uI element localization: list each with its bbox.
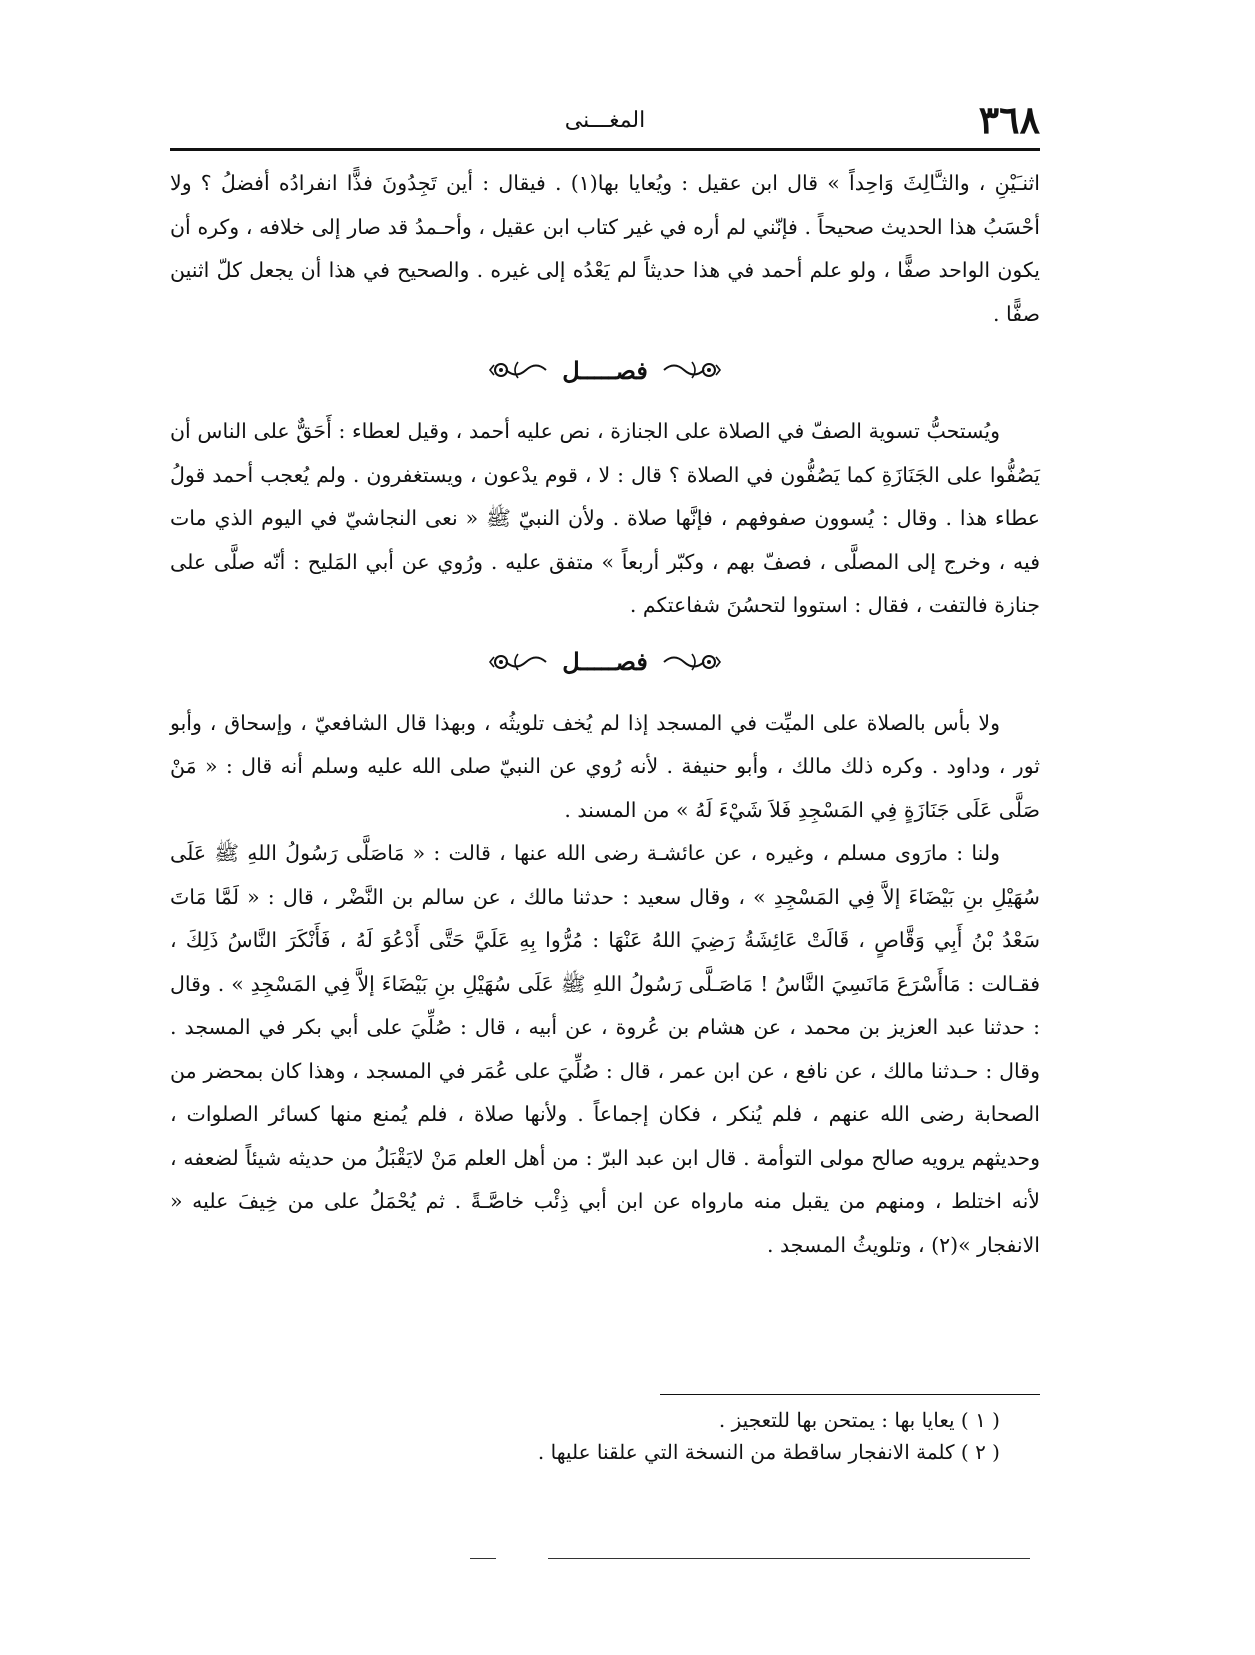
ornament-icon — [662, 649, 722, 675]
section-heading-label: فصـــــل — [562, 355, 648, 385]
paragraph: ولا بأس بالصلاة على الميِّت في المسجد إذا لم يُخف تلويثُه ، وبهذا قال الشافعيّ ، وإسحاق ، وأبو ثور ، وداود . وكره ذلك مالك ، وأبو حنيفة . لأنه رُوي عن النبيّ صلى الله عليه وسلم أنه قال : « مَنْ صَلَّى عَلَى جَنَازَةٍ فِي المَسْجِدِ فَلاَ شَيْءَ لَهُ » من المسند . — [170, 710, 1040, 822]
bottom-dash — [470, 1558, 496, 1559]
section-heading-label: فصـــــل — [562, 647, 648, 676]
footnote: ( ١ ) يعايا بها : يمتحن بها للتعجيز . — [718, 1408, 1000, 1432]
page-header — [170, 90, 1040, 150]
footnote: ( ٢ ) كلمة الانفجار ساقطة من النسخة التي علقنا عليها . — [537, 1440, 1000, 1464]
bottom-rule — [470, 1558, 1030, 1562]
footnotes — [170, 1404, 1000, 1468]
footnote-rule — [660, 1394, 1040, 1395]
paragraph: ولنا : مارَوى مسلم ، وغيره ، عن عائشـة رضى الله عنها ، قالت : « مَاصَلَّى رَسُولُ اللهِ ﷺ عَلَى سُهَيْلِ بنِ بَيْضَاءَ إلاَّ فِي المَسْجِدِ » ، وقال سعيد : حدثنا مالك ، عن سالم بن النَّضْر ، قال : « لَمَّا مَاتَ سَعْدُ بْنُ أَبِي وَقَّاصٍ ، قَالَتْ عَائِشَةُ رَضِيَ اللهُ عَنْهَا : مُرُّوا بِهِ عَلَيَّ حَتَّى أَدْعُوَ لَهُ ، فَأَنْكَرَ النَّاسُ ذَلِكَ ، فقـالت : مَاأَسْرَعَ مَانَسِيَ النَّاسُ ! مَاصَـلَّى رَسُولُ اللهِ ﷺ عَلَى سُهَيْلِ بنِ بَيْضَاءَ إلاَّ فِي المَسْجِدِ » . وقال : حدثنا عبد العزيز بن محمد ، عن هشام بن عُروة ، عن أبيه ، قال : صُلِّيَ على أبي بكر في المسجد . وقال : حـدثنا مالك ، عن نافع ، عن ابن عمر ، قال : صُلِّيَ على عُمَر في المسجد ، وهذا كان بمحضر من الصحابة رضى الله عنهم ، فلم يُنكر ، فكان إجماعاً . ولأنها صلاة ، فلم يُمنع منها كسائر الصلوات ، وحديثهم يرويه صالح مولى التوأمة . قال ابن عبد البرّ : من أهل العلم مَنْ لايَقْبَلُ من حديثه شيئاً لضعفه ، لأنه اختلط ، ومنهم من يقبل منه مارواه عن ابن أبي ذِئْب خاصَّـةً . ثم يُحْمَلُ على من خِيفَ عليه « الانفجار »(٢) ، وتلويثُ المسجد . — [170, 841, 1040, 1257]
ornament-icon — [488, 649, 548, 675]
paragraph: ويُستحبُّ تسوية الصفّ في الصلاة على الجنازة ، نص عليه أحمد ، وقيل لعطاء : أَحَقٌّ على الناس أن يَصُفُّوا على الجَنَازَةِ كما يَصُفُّون في الصلاة ؟ قال : لا ، قوم يدْعون ، ويستغفرون . ولم يُعجب أحمد قولُ عطاء هذا . وقال : يُسوون صفوفهم ، فإنَّها صلاة . ولأن النبيّ ﷺ « نعى النجاشيّ في اليوم الذي مات فيه ، وخرج إلى المصلَّى ، فصفّ بهم ، وكبّر أربعاً » متفق عليه . ورُوي عن أبي المَليح : أنّه صلَّى على جنازة فالتفت ، فقال : استووا لتحسُنَ شفاعتكم . — [170, 419, 1040, 617]
section-heading — [170, 636, 1040, 688]
running-title: المغـــنى — [564, 108, 646, 133]
bottom-line — [548, 1558, 1030, 1559]
ornament-icon — [488, 357, 548, 383]
page-body — [170, 162, 1040, 1267]
page-number: ٣٦٨ — [978, 97, 1040, 142]
paragraph: اثنـَيْنِ ، والثـَّالِثَ وَاحِداً » قال ابن عقيل : ويُعايا بها(١) . فيقال : أين تَجِدُونَ فذًّا انفرادُه أفضلُ ؟ ولا أحْسَبُ هذا الحديث صحيحاً . فإنّني لم أره في غير كتاب ابن عقيل ، وأحـمدُ قد صار إلى خلافه ، وكره أن يكون الواحد صفًّا ، ولو علم أحمد في هذا حديثاً لم يَعْدُه إلى غيره . والصحيح في هذا أن يجعل كلّ اثنين صفًّا . — [170, 171, 1040, 326]
section-heading — [170, 344, 1040, 396]
header-rule — [170, 148, 1040, 151]
ornament-icon — [662, 357, 722, 383]
